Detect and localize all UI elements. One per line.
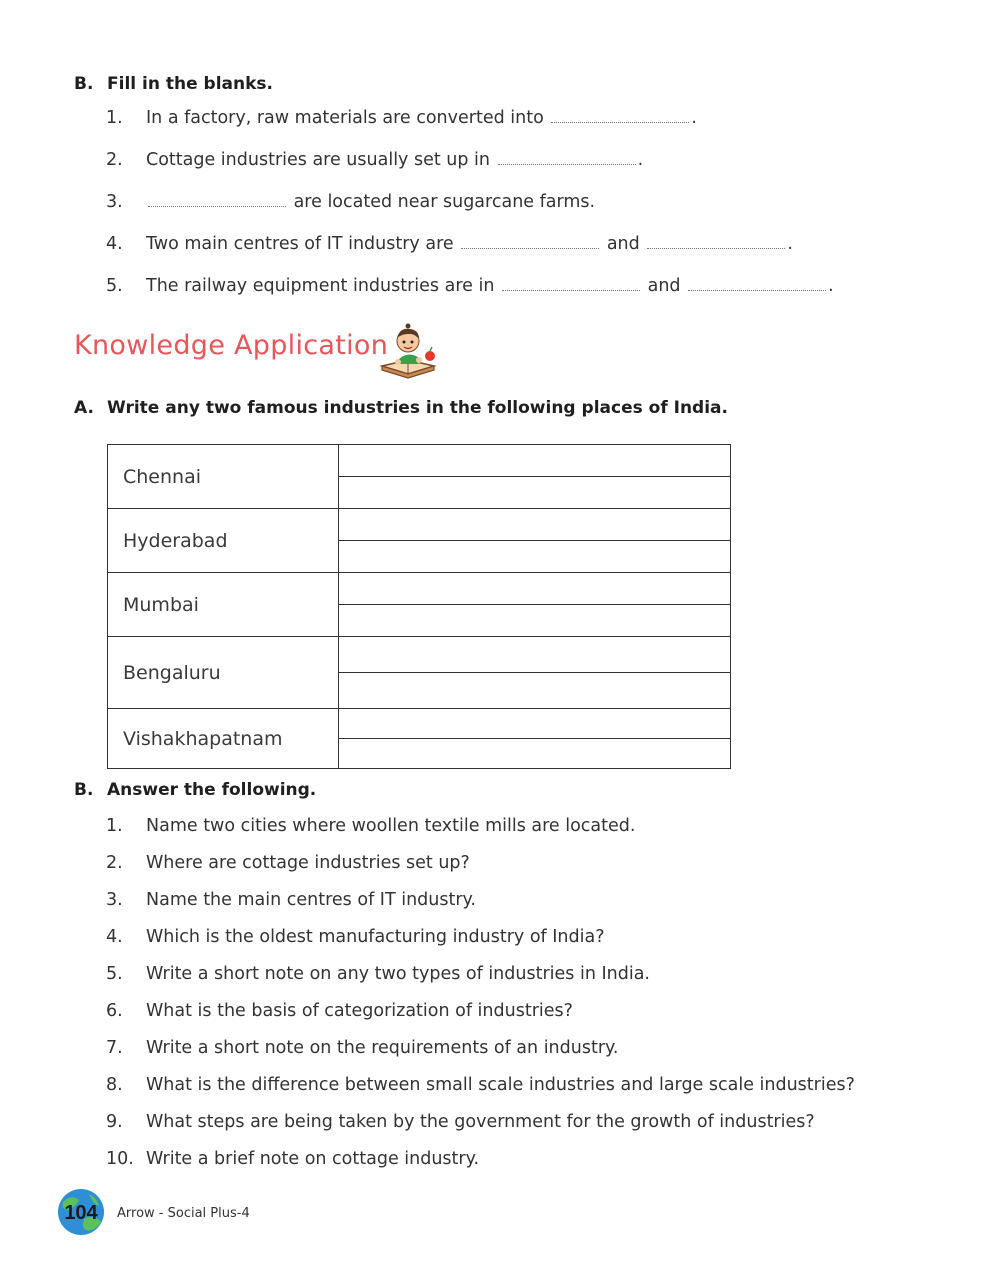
item-number: 4. (106, 927, 123, 947)
fill-item-4 (106, 234, 793, 254)
item-number: 1. (106, 108, 123, 128)
answer-line[interactable] (339, 605, 730, 636)
list-item (106, 1149, 479, 1169)
item-text: are located near sugarcane farms. (293, 192, 596, 212)
list-item (106, 1001, 573, 1021)
table-row (108, 445, 731, 509)
fill-blanks-heading (74, 74, 273, 94)
place-name: Bengaluru (108, 637, 339, 709)
question-text: Write a short note on any two types of industries in India. (146, 964, 650, 984)
question-text: Name two cities where woollen textile mills are located. (146, 816, 636, 836)
blank-line[interactable] (502, 280, 640, 291)
answer-cell (339, 509, 731, 573)
answer-line[interactable] (339, 739, 730, 768)
section-title: Fill in the blanks. (107, 74, 273, 94)
item-text: Two main centres of IT industry are (146, 234, 454, 254)
table-row (108, 637, 731, 709)
answer-cell (339, 637, 731, 709)
place-name: Hyderabad (108, 509, 339, 573)
table-row (108, 509, 731, 573)
answer-line[interactable] (339, 637, 730, 673)
item-connector: and (647, 276, 681, 296)
list-item (106, 816, 635, 836)
item-number: 1. (106, 816, 123, 836)
list-item (106, 853, 470, 873)
places-table (107, 444, 731, 769)
boy-reading-book-icon (378, 322, 440, 380)
item-number: 5. (106, 964, 123, 984)
answer-line[interactable] (339, 445, 730, 477)
place-name: Chennai (108, 445, 339, 509)
item-number: 9. (106, 1112, 123, 1132)
section-b-heading (74, 780, 316, 800)
item-number: 8. (106, 1075, 123, 1095)
place-name: Vishakhapatnam (108, 709, 339, 769)
item-number: 2. (106, 150, 123, 170)
item-punct: . (691, 108, 697, 128)
fill-item-3 (106, 192, 595, 212)
item-text: Cottage industries are usually set up in (146, 150, 491, 170)
page-number: 104 (64, 1202, 98, 1224)
question-text: Name the main centres of IT industry. (146, 890, 476, 910)
answer-line[interactable] (339, 541, 730, 572)
question-text: Where are cottage industries set up? (146, 853, 470, 873)
question-text: Which is the oldest manufacturing industry of India? (146, 927, 605, 947)
section-title: Answer the following. (107, 780, 317, 800)
item-number: 5. (106, 276, 123, 296)
question-text: Write a short note on the requirements of an industry. (146, 1038, 619, 1058)
item-connector: and (606, 234, 640, 254)
blank-line[interactable] (461, 238, 599, 249)
fill-item-5 (106, 276, 834, 296)
blank-line[interactable] (551, 112, 689, 123)
item-number: 3. (106, 192, 123, 212)
section-letter: B. (74, 74, 94, 94)
list-item (106, 890, 476, 910)
answer-line[interactable] (339, 573, 730, 605)
item-punct: . (637, 150, 644, 170)
answer-cell (339, 445, 731, 509)
question-text: What is the difference between small scale industries and large scale industries? (146, 1075, 855, 1095)
item-punct: . (828, 276, 834, 296)
list-item (106, 964, 650, 984)
blank-line[interactable] (498, 154, 636, 165)
item-text: In a factory, raw materials are converted into (146, 108, 544, 128)
item-punct: . (787, 234, 793, 254)
section-letter: B. (74, 780, 94, 800)
page-number-badge (55, 1188, 107, 1236)
answer-cell (339, 709, 731, 769)
table-row (108, 573, 731, 637)
question-text: Write a brief note on cottage industry. (146, 1149, 480, 1169)
blank-line[interactable] (647, 238, 785, 249)
section-letter: A. (74, 398, 94, 418)
fill-item-1 (106, 108, 697, 128)
answer-line[interactable] (339, 509, 730, 541)
answer-line[interactable] (339, 477, 730, 508)
answer-line[interactable] (339, 673, 730, 708)
list-item (106, 927, 605, 947)
blank-line[interactable] (148, 196, 286, 207)
answer-cell (339, 573, 731, 637)
item-text: The railway equipment industries are in (146, 276, 495, 296)
item-number: 2. (106, 853, 123, 873)
knowledge-application-heading: Knowledge Application (74, 330, 389, 361)
blank-line[interactable] (688, 280, 826, 291)
item-number: 7. (106, 1038, 123, 1058)
list-item (106, 1038, 618, 1058)
item-number: 6. (106, 1001, 123, 1021)
item-number: 10. (106, 1149, 134, 1169)
item-number: 3. (106, 890, 123, 910)
list-item (106, 1112, 815, 1132)
question-text: What is the basis of categorization of industries? (146, 1001, 573, 1021)
list-item (106, 1075, 855, 1095)
place-name: Mumbai (108, 573, 339, 637)
section-a-heading (74, 398, 728, 418)
answer-line[interactable] (339, 709, 730, 739)
table-row (108, 709, 731, 769)
item-number: 4. (106, 234, 123, 254)
book-title: Arrow - Social Plus-4 (117, 1206, 250, 1221)
fill-item-2 (106, 150, 643, 170)
section-title: Write any two famous industries in the following places of India. (107, 398, 728, 418)
question-text: What steps are being taken by the government for the growth of industries? (146, 1112, 815, 1132)
